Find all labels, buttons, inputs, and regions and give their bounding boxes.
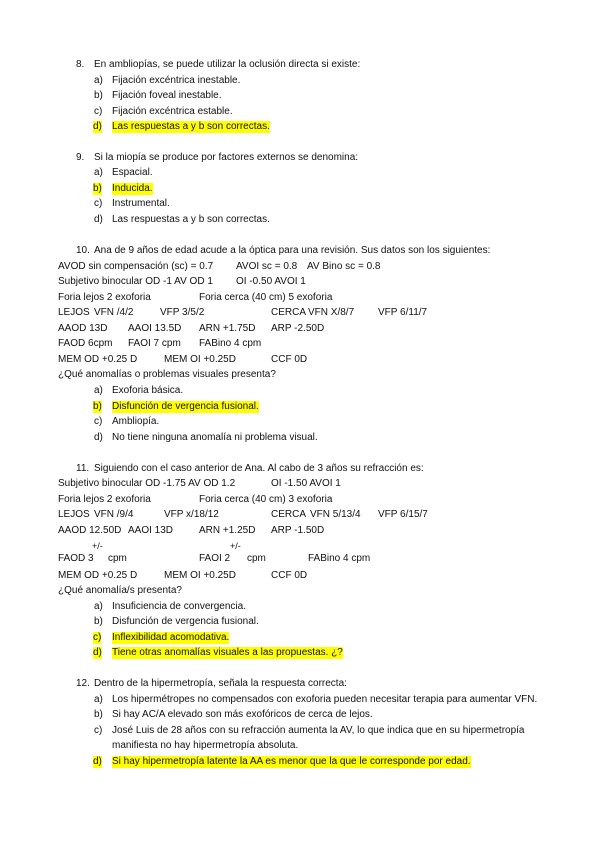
data-cell: Foria cerca (40 cm) 3 exoforia <box>199 494 333 505</box>
data-cell: FAOI 2 <box>199 553 231 564</box>
data-cell: AVOI sc = 0.8 <box>236 261 298 272</box>
data-cell: ARN +1.75D <box>199 323 256 334</box>
option-text: Espacial. <box>112 167 153 178</box>
data-cell: VFP 6/15/7 <box>378 509 428 520</box>
plus-minus-mark: +/- <box>230 541 241 551</box>
option-text: Disfunción de vergencia fusional. <box>112 616 259 627</box>
data-cell: FABino 4 cpm <box>308 553 371 564</box>
option-text: Los hipermétropes no compensados con exoforia pueden necesitar terapia para aumentar VFN. <box>112 694 538 705</box>
data-cell: AV Bino sc = 0.8 <box>307 261 381 272</box>
option-text-highlighted: Tiene otras anomalías visuales a las propuestas. ¿? <box>112 647 343 658</box>
question-text: Dentro de la hipermetropía, señala la respuesta correcta: <box>94 678 347 689</box>
option-letter-highlighted: b) <box>93 401 102 412</box>
data-cell: FAOD 3 <box>58 553 94 564</box>
option-text: No tiene ninguna anomalía ni problema visual. <box>112 432 318 443</box>
option-text: José Luis de 28 años con su refracción aumenta la AV, lo que indica que en su hipermetropía <box>112 725 525 736</box>
data-cell: CCF 0D <box>271 570 308 581</box>
data-cell: FAOD 6cpm <box>58 338 113 349</box>
data-cell: ARN +1.25D <box>199 525 256 536</box>
data-cell: Subjetivo binocular OD -1 AV OD 1 <box>58 276 213 287</box>
question-text: Si la miopía se produce por factores externos se denomina: <box>94 152 359 163</box>
option-text: Las respuestas a y b son correctas. <box>112 214 270 225</box>
option-letter-highlighted: d) <box>93 647 102 658</box>
data-cell: Foria lejos 2 exoforia <box>58 494 151 505</box>
option-text-highlighted: Inflexibilidad acomodativa. <box>112 632 230 643</box>
data-cell: VFN /4/2 <box>94 307 134 318</box>
option-letter: a) <box>94 385 103 396</box>
data-cell: VFN X/8/7 <box>308 307 355 318</box>
plus-minus-mark: +/- <box>92 541 103 551</box>
option-text: Fijación excéntrica inestable. <box>112 75 241 86</box>
question-text: Ana de 9 años de edad acude a la óptica para una revisión. Sus datos son los siguientes: <box>94 245 491 256</box>
data-cell: MEM OD +0.25 D <box>58 354 138 365</box>
option-text-continuation: manifiesta no hay hipermetropía absoluta. <box>112 740 299 751</box>
option-letter-highlighted: b) <box>93 183 102 194</box>
option-letter-highlighted: c) <box>93 632 102 643</box>
option-text: Fijación excéntrica estable. <box>112 106 233 117</box>
question-number: 12. <box>76 678 90 689</box>
data-cell: Foria lejos 2 exoforia <box>58 292 151 303</box>
data-cell: AVOD sin compensación (sc) = 0.7 <box>58 261 214 272</box>
question-number: 9. <box>76 152 85 163</box>
option-letter: a) <box>94 167 103 178</box>
data-cell: MEM OI +0.25D <box>164 570 236 581</box>
data-cell: cpm <box>108 553 127 564</box>
option-letter-highlighted: d) <box>93 121 102 132</box>
data-cell: Subjetivo binocular OD -1.75 AV OD 1.2 <box>58 478 236 489</box>
question-number: 10. <box>76 245 90 256</box>
data-cell: ARP -1.50D <box>271 525 325 536</box>
option-letter: b) <box>94 616 103 627</box>
option-text-highlighted: Disfunción de vergencia fusional. <box>112 401 259 412</box>
data-cell: AAOD 12.50D <box>58 525 122 536</box>
option-text: Ambliopía. <box>112 416 160 427</box>
data-cell: FAOI 7 cpm <box>128 338 181 349</box>
option-letter: c) <box>94 106 103 117</box>
data-cell: AAOD 13D <box>58 323 108 334</box>
data-cell: VFP x/18/12 <box>164 509 219 520</box>
option-letter: d) <box>94 432 103 443</box>
option-letter-highlighted: d) <box>93 756 102 767</box>
data-cell: AAOI 13.5D <box>128 323 182 334</box>
data-cell: MEM OD +0.25 D <box>58 570 138 581</box>
data-cell: OI -0.50 AVOI 1 <box>236 276 306 287</box>
option-letter: c) <box>94 416 103 427</box>
data-cell: VFN 5/13/4 <box>310 509 361 520</box>
option-text: Fijación foveal inestable. <box>112 90 222 101</box>
option-letter: b) <box>94 90 103 101</box>
option-letter: a) <box>94 694 103 705</box>
option-letter: c) <box>94 198 103 209</box>
question-prompt: ¿Qué anomalías o problemas visuales presenta? <box>58 369 276 380</box>
option-letter: c) <box>94 725 103 736</box>
option-letter: d) <box>94 214 103 225</box>
option-text-highlighted: Las respuestas a y b son correctas. <box>112 121 270 132</box>
data-cell: Foria cerca (40 cm) 5 exoforia <box>199 292 333 303</box>
data-cell: LEJOS <box>58 307 90 318</box>
option-letter: a) <box>94 75 103 86</box>
data-cell: VFN /9/4 <box>94 509 134 520</box>
question-number: 8. <box>76 59 85 70</box>
question-text: Siguiendo con el caso anterior de Ana. Al cabo de 3 años su refracción es: <box>94 463 424 474</box>
data-cell: AAOI 13D <box>128 525 174 536</box>
data-cell: cpm <box>247 553 266 564</box>
data-cell: CERCA <box>271 509 307 520</box>
option-letter: a) <box>94 601 103 612</box>
question-number: 11. <box>76 463 90 474</box>
question-prompt: ¿Qué anomalía/s presenta? <box>58 585 182 596</box>
data-cell: VFP 6/11/7 <box>378 307 428 318</box>
data-cell: VFP 3/5/2 <box>160 307 205 318</box>
data-cell: LEJOS <box>58 509 90 520</box>
data-cell: OI -1.50 AVOI 1 <box>271 478 341 489</box>
option-text: Exoforia básica. <box>112 385 184 396</box>
option-text: Si hay AC/A elevado son más exofóricos de cerca de lejos. <box>112 709 373 720</box>
option-letter: b) <box>94 709 103 720</box>
option-text: Instrumental. <box>112 198 170 209</box>
option-text: Insuficiencia de convergencia. <box>112 601 246 612</box>
data-cell: FABino 4 cpm <box>199 338 262 349</box>
data-cell: MEM OI +0.25D <box>164 354 236 365</box>
option-text-highlighted: Inducida. <box>112 183 153 194</box>
data-cell: ARP -2.50D <box>271 323 325 334</box>
data-cell: CERCA <box>271 307 307 318</box>
option-text-highlighted: Si hay hipermetropía latente la AA es menor que la que le corresponde por edad. <box>112 756 471 767</box>
question-text: En ambliopías, se puede utilizar la oclusión directa si existe: <box>94 59 361 70</box>
data-cell: CCF 0D <box>271 354 308 365</box>
